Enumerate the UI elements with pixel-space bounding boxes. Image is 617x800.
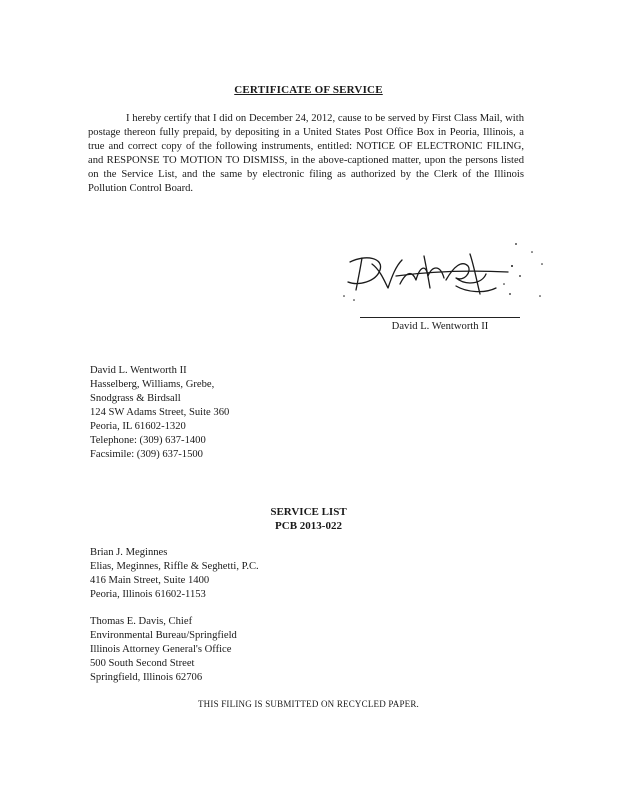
signature-drawing — [336, 236, 546, 312]
service-list-title: SERVICE LIST — [270, 506, 347, 518]
recipient-line: Environmental Bureau/Springfield — [90, 630, 237, 641]
telephone-line: Telephone: (309) 637-1400 — [90, 435, 206, 446]
address-line: Peoria, IL 61602-1320 — [90, 421, 186, 432]
recipient-line: 416 Main Street, Suite 1400 — [90, 575, 210, 586]
recipient-line: 500 South Second Street — [90, 658, 195, 669]
recipient-line: Elias, Meginnes, Riffle & Seghetti, P.C. — [90, 561, 259, 572]
recycled-paper-notice: THIS FILING IS SUBMITTED ON RECYCLED PAPER. — [197, 699, 420, 709]
sender-address-block — [90, 364, 229, 462]
address-line: Hasselberg, Williams, Grebe, — [90, 379, 215, 390]
recipient-line: Brian J. Meginnes — [90, 547, 168, 558]
handwritten-signature — [336, 236, 546, 312]
service-recipient-2 — [90, 615, 237, 685]
signatory-name: David L. Wentworth II — [391, 321, 489, 332]
signature-line — [360, 317, 520, 318]
case-number: PCB 2013-022 — [275, 520, 342, 532]
certification-paragraph: I hereby certify that I did on December 24, 2012, cause to be served by First Class Mail, with postage thereon fully prepaid, by depositing in a United States Post Office Box in Peoria, Illinois, a true and correct copy of the following instruments, entitled: NOTICE OF ELECTRONIC FILING, and RESPONSE TO MOTION TO DISMISS, in the above-captioned matter, upon the persons listed on the Service List, and the same by electronic filing as authorized by the Clerk of the Illinois Pollution Control Board. — [88, 113, 524, 194]
facsimile-line: Facsimile: (309) 637-1500 — [90, 449, 203, 460]
recipient-line: Peoria, Illinois 61602-1153 — [90, 589, 206, 600]
service-recipient-1 — [90, 546, 259, 602]
recipient-line: Thomas E. Davis, Chief — [90, 616, 193, 627]
address-line: Snodgrass & Birdsall — [90, 393, 181, 404]
recipient-line: Illinois Attorney General's Office — [90, 644, 232, 655]
certificate-title: CERTIFICATE OF SERVICE — [234, 84, 383, 96]
service-list-heading — [0, 505, 617, 533]
address-line: David L. Wentworth II — [90, 365, 187, 376]
recipient-line: Springfield, Illinois 62706 — [90, 672, 203, 683]
address-line: 124 SW Adams Street, Suite 360 — [90, 407, 230, 418]
